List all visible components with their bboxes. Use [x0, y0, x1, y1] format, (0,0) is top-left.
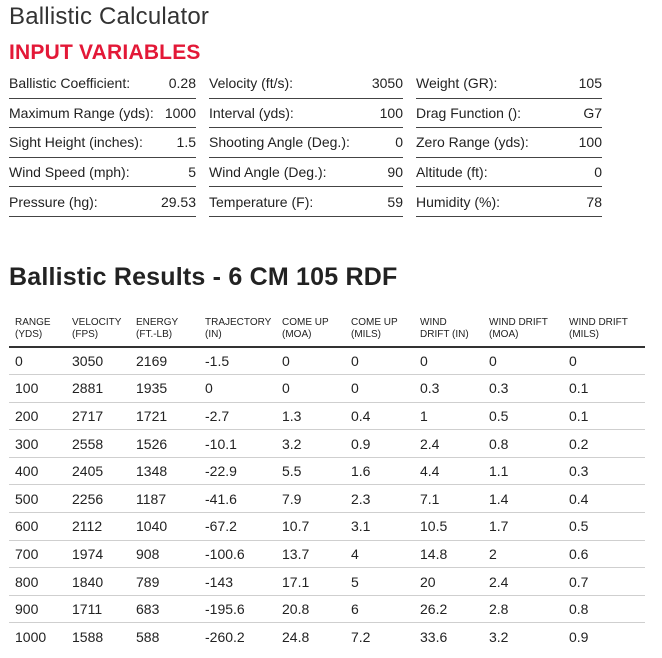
table-cell: 7.1 [414, 485, 483, 513]
table-cell: 1.4 [483, 485, 563, 513]
table-cell: 2558 [66, 430, 130, 458]
velocity-value[interactable]: 3050 [371, 75, 403, 92]
table-row [9, 457, 645, 485]
table-cell: 10.7 [276, 513, 345, 541]
shooting-angle-value[interactable]: 0 [395, 134, 403, 151]
pressure-value[interactable]: 29.53 [160, 193, 196, 210]
table-row [9, 513, 645, 541]
weight-field[interactable] [416, 69, 602, 99]
wind-speed-value[interactable]: 5 [188, 164, 196, 181]
table-cell: 17.1 [276, 568, 345, 596]
table-cell: 0 [276, 347, 345, 375]
column-header-line: VELOCITY [72, 317, 122, 328]
table-cell: 0.8 [483, 430, 563, 458]
table-cell: 0 [276, 375, 345, 403]
table-cell: 500 [9, 485, 66, 513]
input-row [9, 69, 611, 99]
wind-speed-field[interactable] [9, 158, 196, 188]
table-cell: 3.1 [345, 513, 414, 541]
column-header [66, 314, 130, 347]
table-row [9, 623, 645, 651]
table-cell: 2.4 [414, 430, 483, 458]
humidity-label: Humidity (%): [416, 193, 501, 210]
table-cell: 1040 [130, 513, 199, 541]
table-cell: 1.7 [483, 513, 563, 541]
altitude-value[interactable]: 0 [594, 164, 602, 181]
table-cell: -67.2 [199, 513, 276, 541]
table-cell: 588 [136, 628, 160, 645]
wind-angle-value[interactable]: 90 [387, 164, 403, 181]
interval-value[interactable]: 100 [379, 104, 403, 121]
column-header-line: COME UP [351, 317, 398, 328]
column-header-line: (YDS) [15, 329, 43, 340]
table-cell: 800 [9, 568, 66, 596]
column-header [9, 314, 66, 347]
table-cell: 6 [345, 595, 414, 623]
weight-label: Weight (GR): [416, 75, 498, 92]
table-cell: 0.3 [563, 457, 645, 485]
table-cell: 1.6 [345, 457, 414, 485]
table-cell: 0.2 [563, 430, 645, 458]
table-row [9, 347, 645, 375]
column-header-line: WIND DRIFT [489, 317, 548, 328]
column-header [345, 314, 414, 347]
table-cell: 900 [9, 595, 66, 623]
humidity-field[interactable] [416, 187, 602, 217]
drag-function-field[interactable] [416, 99, 602, 129]
table-row [9, 568, 645, 596]
table-cell: 0.5 [563, 513, 645, 541]
table-cell: 100 [9, 375, 66, 403]
table-cell: 2 [483, 540, 563, 568]
ballistic-coefficient-value[interactable]: 0.28 [168, 75, 196, 92]
table-cell: 0.9 [569, 628, 589, 645]
table-cell: 2256 [66, 485, 130, 513]
column-header [563, 314, 645, 347]
column-header [483, 314, 563, 347]
table-cell: 1711 [66, 595, 130, 623]
input-variables-grid [9, 69, 611, 217]
table-cell: 1 [414, 402, 483, 430]
table-cell: -10.1 [199, 430, 276, 458]
column-header-line: WIND [420, 317, 447, 328]
drag-function-value[interactable]: G7 [583, 104, 602, 121]
table-cell: 0 [345, 375, 414, 403]
table-cell: 789 [130, 568, 199, 596]
column-header [199, 314, 276, 347]
column-header-line: ENERGY [136, 317, 179, 328]
table-cell: 1000 [15, 628, 47, 645]
table-cell: 1935 [130, 375, 199, 403]
table-cell: 0 [199, 375, 276, 403]
column-header-line: (FT.-LB) [136, 329, 173, 340]
table-cell: 7.9 [276, 485, 345, 513]
wind-speed-label: Wind Speed (mph): [9, 164, 130, 181]
table-cell: -1.5 [199, 347, 276, 375]
wind-angle-field[interactable] [209, 158, 403, 188]
sight-height-label: Sight Height (inches): [9, 134, 143, 151]
input-row [9, 158, 611, 188]
table-cell: -195.6 [199, 595, 276, 623]
input-row [9, 128, 611, 158]
table-cell: 1721 [130, 402, 199, 430]
table-cell: 7.2 [351, 628, 371, 645]
humidity-value[interactable]: 78 [586, 193, 602, 210]
ballistic-results-table [9, 314, 645, 651]
maximum-range-field[interactable] [9, 99, 196, 129]
table-cell: 300 [9, 430, 66, 458]
ballistic-coefficient-field[interactable] [9, 69, 196, 99]
table-cell: 0 [563, 347, 645, 375]
column-header-line: (MOA) [282, 329, 312, 340]
table-cell: -22.9 [199, 457, 276, 485]
column-header [130, 314, 199, 347]
wind-angle-label: Wind Angle (Deg.): [209, 164, 327, 181]
table-row [9, 485, 645, 513]
table-cell: -100.6 [199, 540, 276, 568]
table-cell: 0.4 [563, 485, 645, 513]
maximum-range-value[interactable]: 1000 [164, 104, 196, 121]
table-cell: 3.2 [276, 430, 345, 458]
input-variables-heading: INPUT VARIABLES [9, 41, 201, 64]
table-cell: 1526 [130, 430, 199, 458]
column-header-line: (MILS) [569, 329, 599, 340]
table-cell: 683 [130, 595, 199, 623]
column-header [276, 314, 345, 347]
maximum-range-label: Maximum Range (yds): [9, 104, 154, 121]
column-header [414, 314, 483, 347]
column-header-line: RANGE [15, 317, 51, 328]
zero-range-value[interactable]: 100 [578, 134, 602, 151]
shooting-angle-label: Shooting Angle (Deg.): [209, 134, 350, 151]
table-cell: 24.8 [282, 628, 310, 645]
table-cell: 200 [9, 402, 66, 430]
table-row [9, 402, 645, 430]
table-cell: 400 [9, 457, 66, 485]
table-cell: 0.9 [345, 430, 414, 458]
table-row [9, 430, 645, 458]
table-cell: 4 [345, 540, 414, 568]
results-table-body [9, 347, 645, 651]
table-cell: 5.5 [276, 457, 345, 485]
table-cell: 1588 [72, 628, 104, 645]
table-cell: 1.1 [483, 457, 563, 485]
weight-value[interactable]: 105 [578, 75, 602, 92]
table-cell: 2405 [66, 457, 130, 485]
table-cell: 0.6 [563, 540, 645, 568]
table-cell: 2881 [66, 375, 130, 403]
column-header-line: (MILS) [351, 329, 381, 340]
table-cell: 26.2 [414, 595, 483, 623]
column-header-line: (MOA) [489, 329, 519, 340]
results-title: Ballistic Results - 6 CM 105 RDF [9, 263, 398, 291]
table-cell: 600 [9, 513, 66, 541]
altitude-label: Altitude (ft): [416, 164, 488, 181]
zero-range-field[interactable] [416, 128, 602, 158]
drag-function-label: Drag Function (): [416, 104, 522, 121]
table-cell: 0 [345, 347, 414, 375]
table-cell: 0.7 [563, 568, 645, 596]
sight-height-field[interactable] [9, 128, 196, 158]
table-cell: 1.3 [276, 402, 345, 430]
temperature-value[interactable]: 59 [387, 193, 403, 210]
velocity-field[interactable] [209, 69, 403, 99]
table-cell: 0.5 [483, 402, 563, 430]
column-header-line: WIND DRIFT [569, 317, 628, 328]
table-cell: 3.2 [489, 628, 509, 645]
table-cell: 2112 [66, 513, 130, 541]
interval-label: Interval (yds): [209, 104, 294, 121]
table-cell: 2.4 [483, 568, 563, 596]
table-cell: 20.8 [276, 595, 345, 623]
table-cell: 1840 [66, 568, 130, 596]
column-header-line: (IN) [205, 329, 222, 340]
table-cell: 4.4 [414, 457, 483, 485]
column-header-line: DRIFT (IN) [420, 329, 469, 340]
input-row [9, 187, 611, 217]
table-row [9, 375, 645, 403]
table-cell: 0.1 [563, 375, 645, 403]
table-cell: 33.6 [420, 628, 448, 645]
table-cell: 10.5 [414, 513, 483, 541]
table-cell: 1974 [66, 540, 130, 568]
table-cell: 1187 [130, 485, 199, 513]
table-cell: 0 [9, 347, 66, 375]
interval-field[interactable] [209, 99, 403, 129]
shooting-angle-field[interactable] [209, 128, 403, 158]
table-cell: 1348 [130, 457, 199, 485]
temperature-field[interactable] [209, 187, 403, 217]
table-cell: 0.4 [345, 402, 414, 430]
table-cell: 0.8 [563, 595, 645, 623]
table-cell: 2.3 [345, 485, 414, 513]
ballistic-coefficient-label: Ballistic Coefficient: [9, 75, 131, 92]
zero-range-label: Zero Range (yds): [416, 134, 529, 151]
table-cell: 2717 [66, 402, 130, 430]
column-header-line: COME UP [282, 317, 329, 328]
table-cell: 14.8 [414, 540, 483, 568]
table-cell: 20 [414, 568, 483, 596]
table-cell: 5 [345, 568, 414, 596]
input-row [9, 99, 611, 129]
table-cell: 3050 [66, 347, 130, 375]
table-cell: -260.2 [205, 628, 245, 645]
table-cell: 13.7 [276, 540, 345, 568]
table-cell: 700 [9, 540, 66, 568]
temperature-label: Temperature (F): [209, 193, 314, 210]
table-cell: -2.7 [199, 402, 276, 430]
pressure-label: Pressure (hg): [9, 193, 98, 210]
table-cell: 2.8 [483, 595, 563, 623]
pressure-field[interactable] [9, 187, 196, 217]
table-row [9, 540, 645, 568]
table-cell: 0 [483, 347, 563, 375]
results-table-header [9, 314, 645, 347]
table-cell: 2169 [130, 347, 199, 375]
table-cell: 0.1 [563, 402, 645, 430]
velocity-label: Velocity (ft/s): [209, 75, 294, 92]
table-cell: 0.3 [414, 375, 483, 403]
table-cell: 0.3 [483, 375, 563, 403]
header-row [9, 314, 645, 347]
page-title: Ballistic Calculator [9, 3, 210, 30]
table-cell: -41.6 [199, 485, 276, 513]
altitude-field[interactable] [416, 158, 602, 188]
column-header-line: (FPS) [72, 329, 99, 340]
table-cell: -143 [199, 568, 276, 596]
table-cell: 0 [414, 347, 483, 375]
table-row [9, 595, 645, 623]
column-header-line: TRAJECTORY [205, 317, 272, 328]
table-cell: 908 [130, 540, 199, 568]
sight-height-value[interactable]: 1.5 [176, 134, 196, 151]
